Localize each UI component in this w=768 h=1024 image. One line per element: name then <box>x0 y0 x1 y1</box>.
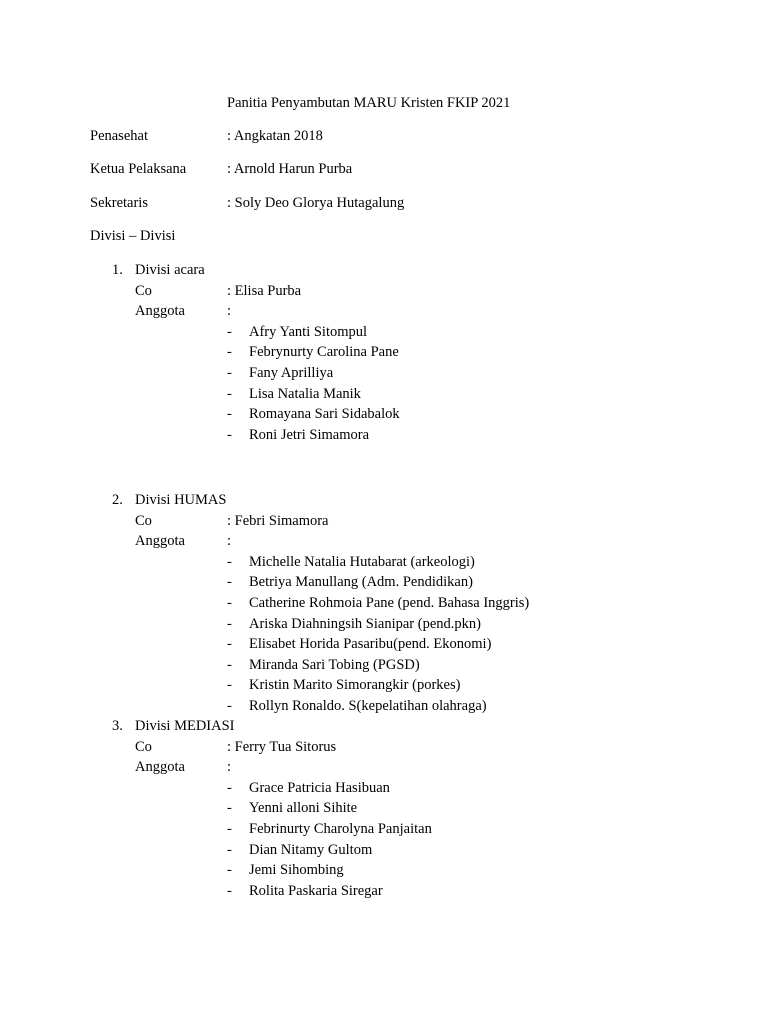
co-label: Co <box>135 738 152 755</box>
member-name: Yenni alloni Sihite <box>249 800 358 817</box>
member-dash: - <box>227 698 232 714</box>
member-dash: - <box>227 615 232 632</box>
member-dash: - <box>227 677 232 694</box>
member-name: Elisabet Horida Pasaribu(pend. Ekonomi) <box>249 636 492 653</box>
member-dash: - <box>227 595 232 611</box>
anggota-label: Anggota <box>135 303 185 320</box>
division-number: 2. <box>112 492 123 508</box>
member-name: Febrynurty Carolina Pane <box>249 344 399 361</box>
member-name: Roni Jetri Simamora <box>249 426 370 443</box>
member-dash: - <box>227 426 232 443</box>
divisi-heading: Divisi – Divisi <box>90 228 176 244</box>
division-number: 1. <box>112 262 123 278</box>
member-name: Romayana Sari Sidabalok <box>249 406 400 423</box>
member-name: Jemi Sihombing <box>249 862 344 879</box>
co-value: : Ferry Tua Sitorus <box>227 738 337 755</box>
ketua-value: : Arnold Harun Purba <box>227 161 353 177</box>
member-name: Betriya Manullang (Adm. Pendidikan) <box>249 574 473 591</box>
member-dash: - <box>227 882 232 899</box>
member-name: Fany Aprilliya <box>249 365 334 381</box>
member-dash: - <box>227 365 232 381</box>
co-value: : Elisa Purba <box>227 282 302 299</box>
division-number: 3. <box>112 718 123 734</box>
division-name: Divisi acara <box>135 262 205 278</box>
co-label: Co <box>135 282 152 299</box>
anggota-label: Anggota <box>135 759 185 776</box>
member-name: Kristin Marito Simorangkir (porkes) <box>249 677 461 694</box>
member-dash: - <box>227 821 232 837</box>
member-name: Catherine Rohmoia Pane (pend. Bahasa Inggris) <box>249 595 530 611</box>
member-name: Rolita Paskaria Siregar <box>249 882 383 899</box>
anggota-colon: : <box>227 303 232 320</box>
member-name: Dian Nitamy Gultom <box>249 841 373 858</box>
member-dash: - <box>227 862 232 879</box>
member-dash: - <box>227 841 232 858</box>
division-name: Divisi MEDIASI <box>135 718 235 734</box>
anggota-colon: : <box>227 759 232 776</box>
member-name: Febrinurty Charolyna Panjaitan <box>249 821 432 837</box>
member-name: Lisa Natalia Manik <box>249 385 361 402</box>
anggota-label: Anggota <box>135 533 185 550</box>
document-title: Panitia Penyambutan MARU Kristen FKIP 2021 <box>227 95 511 111</box>
co-label: Co <box>135 512 152 529</box>
member-dash: - <box>227 656 232 673</box>
member-name: Ariska Diahningsih Sianipar (pend.pkn) <box>249 615 481 632</box>
member-name: Michelle Natalia Hutabarat (arkeologi) <box>249 553 475 570</box>
sekretaris-value: : Soly Deo Glorya Hutagalung <box>227 195 405 211</box>
member-dash: - <box>227 553 232 570</box>
member-dash: - <box>227 344 232 361</box>
member-dash: - <box>227 574 232 591</box>
penasehat-value: : Angkatan 2018 <box>227 128 323 144</box>
member-name: Grace Patricia Hasibuan <box>249 779 390 796</box>
sekretaris-label: Sekretaris <box>90 195 148 211</box>
ketua-label: Ketua Pelaksana <box>90 161 187 177</box>
member-dash: - <box>227 636 232 653</box>
division-name: Divisi HUMAS <box>135 492 227 508</box>
anggota-colon: : <box>227 533 232 550</box>
member-dash: - <box>227 385 232 402</box>
member-dash: - <box>227 406 232 423</box>
member-name: Miranda Sari Tobing (PGSD) <box>249 656 420 673</box>
member-dash: - <box>227 323 232 340</box>
member-dash: - <box>227 779 232 796</box>
member-dash: - <box>227 800 232 817</box>
member-name: Afry Yanti Sitompul <box>249 323 368 340</box>
penasehat-label: Penasehat <box>90 128 148 144</box>
member-name: Rollyn Ronaldo. S(kepelatihan olahraga) <box>249 698 487 714</box>
co-value: : Febri Simamora <box>227 512 329 529</box>
